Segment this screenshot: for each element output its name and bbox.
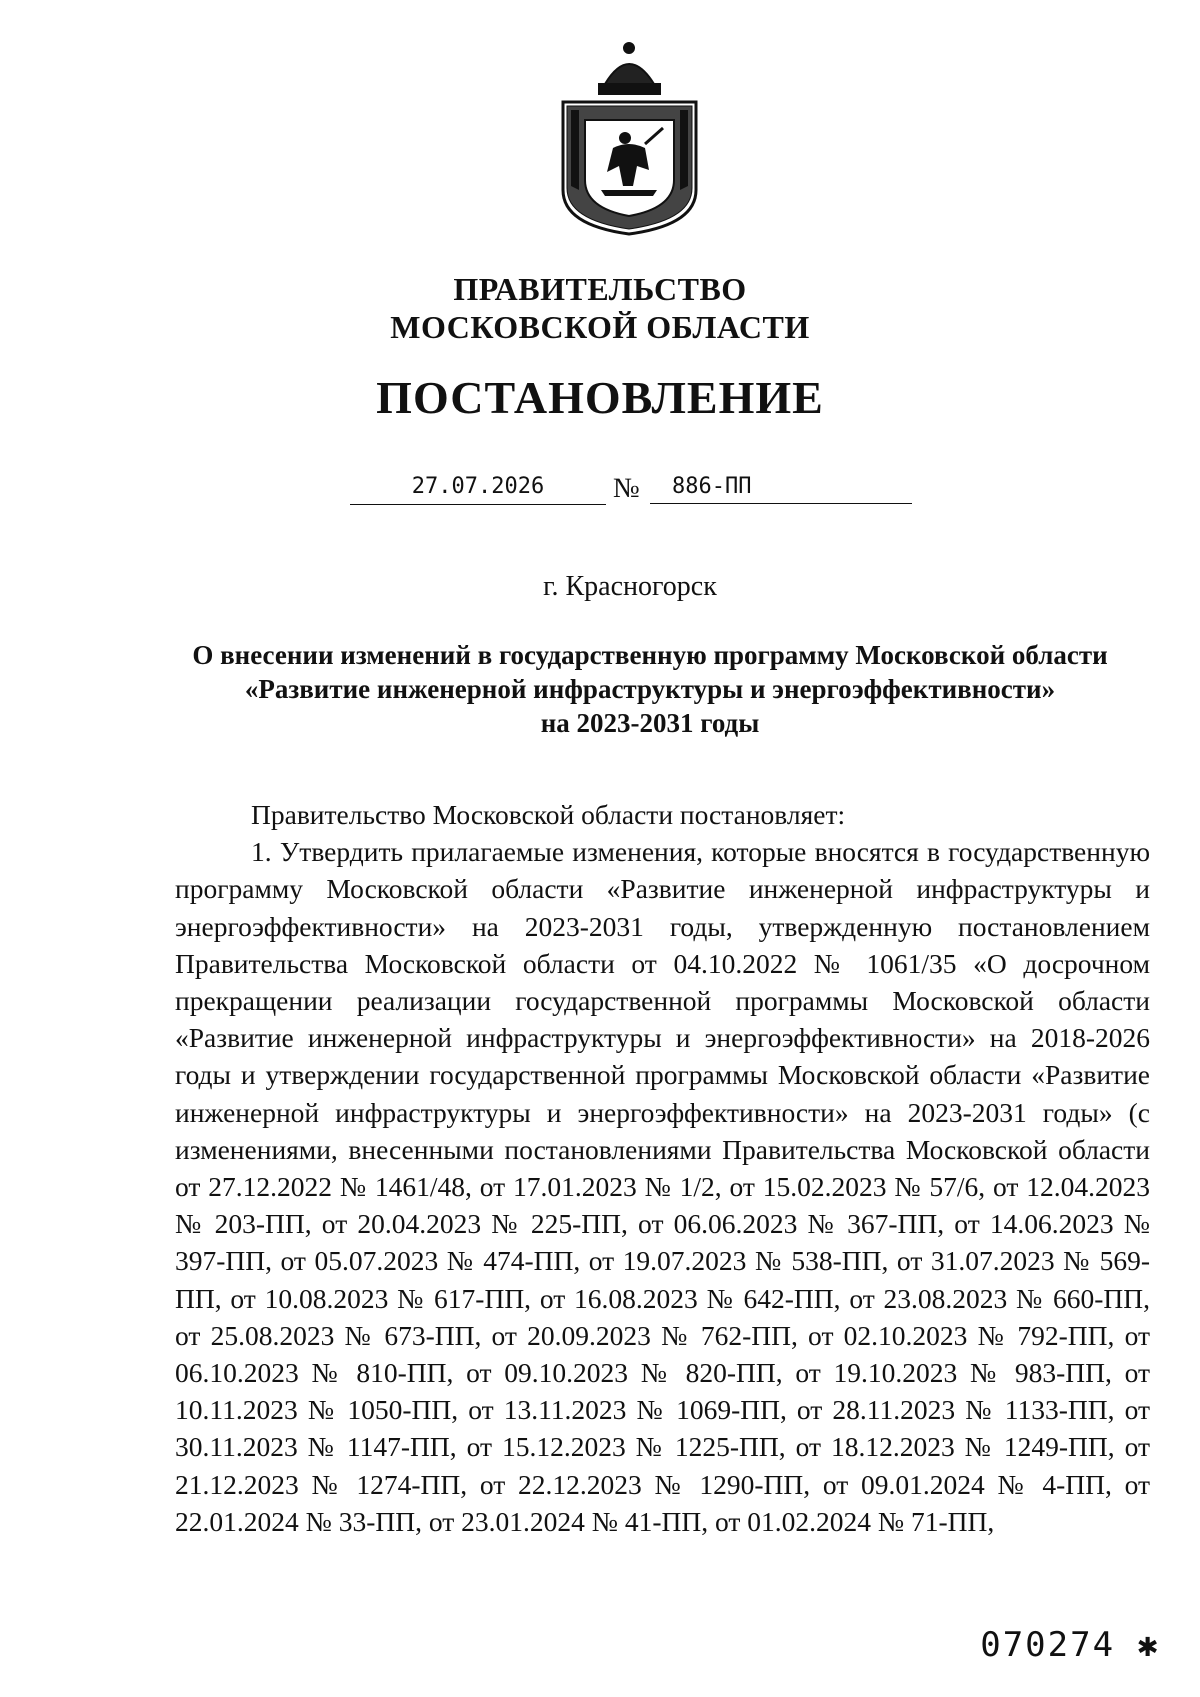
subject-line-3: на 2023-2031 годы — [540, 708, 760, 738]
place-of-issue: г. Красногорск — [543, 571, 717, 602]
document-type-title: ПОСТАНОВЛЕНИЕ — [376, 372, 824, 423]
decree-body — [175, 796, 1150, 1540]
decree-date: 27.07.2026 — [350, 470, 606, 505]
body-intro: Правительство Московской области постановляет: — [251, 799, 846, 830]
registration-line — [0, 470, 1200, 510]
authority-line-2: МОСКОВСКОЙ ОБЛАСТИ — [390, 309, 810, 345]
decree-subject — [150, 638, 1150, 740]
number-sign: № — [613, 473, 640, 504]
coat-of-arms-emblem — [553, 40, 706, 237]
issuing-authority — [0, 270, 1200, 346]
authority-line-1: ПРАВИТЕЛЬСТВО — [453, 271, 747, 307]
body-item-1: 1. Утвердить прилагаемые изменения, которые вносятся в государственную программу Московской области «Развитие инженерной инфраструктуры и энергоэффективности» на 2023-2031 годы, утвержденную постановлением Правительства Московской области от 04.10.2022 № 1061/35 «О досрочном прекращении реализации государственной программы Московской области «Развитие инженерной инфраструктуры и энергоэффективности» на 2018-2026 годы и утверждении государственной программы Московской области «Развитие инженерной инфраструктуры и энергоэффективности» на 2023-2031 годы» (с изменениями, внесенными постановлениями Правительства Московской области от 27.12.2022 № 1461/48, от 17.01.2023 № 1/2, от 15.02.2023 № 57/6, от 12.04.2023 № 203-ПП, от 20.04.2023 № 225-ПП, от 06.06.2023 № 367-ПП, от 14.06.2023 № 397-ПП, от 05.07.2023 № 474-ПП, от 19.07.2023 № 538-ПП, от 31.07.2023 № 569-ПП, от 10.08.2023 № 617-ПП, от 16.08.2023 № 642-ПП, от 23.08.2023 № 660-ПП, от 25.08.2023 № 673-ПП, от 20.09.2023 № 762-ПП, от 02.10.2023 № 792-ПП, от 06.10.2023 № 810-ПП, от 09.10.2023 № 820-ПП, от 19.10.2023 № 983-ПП, от 10.11.2023 № 1050-ПП, от 13.11.2023 № 1069-ПП, от 28.11.2023 № 1133-ПП, от 30.11.2023 № 1147-ПП, от 15.12.2023 № 1225-ПП, от 18.12.2023 № 1249-ПП, от 21.12.2023 № 1274-ПП, от 22.12.2023 № 1290-ПП, от 09.01.2024 № 4-ПП, от 22.01.2024 № 33-ПП, от 23.01.2024 № 41-ПП, от 01.02.2024 № 71-ПП, — [175, 836, 1150, 1537]
subject-line-1: О внесении изменений в государственную программу Московской области — [192, 640, 1108, 670]
subject-line-2: «Развитие инженерной инфраструктуры и энергоэффективности» — [244, 674, 1056, 704]
document-serial-number: 070274 ✱ — [980, 1625, 1160, 1665]
decree-number: 886-ПП — [650, 470, 912, 504]
